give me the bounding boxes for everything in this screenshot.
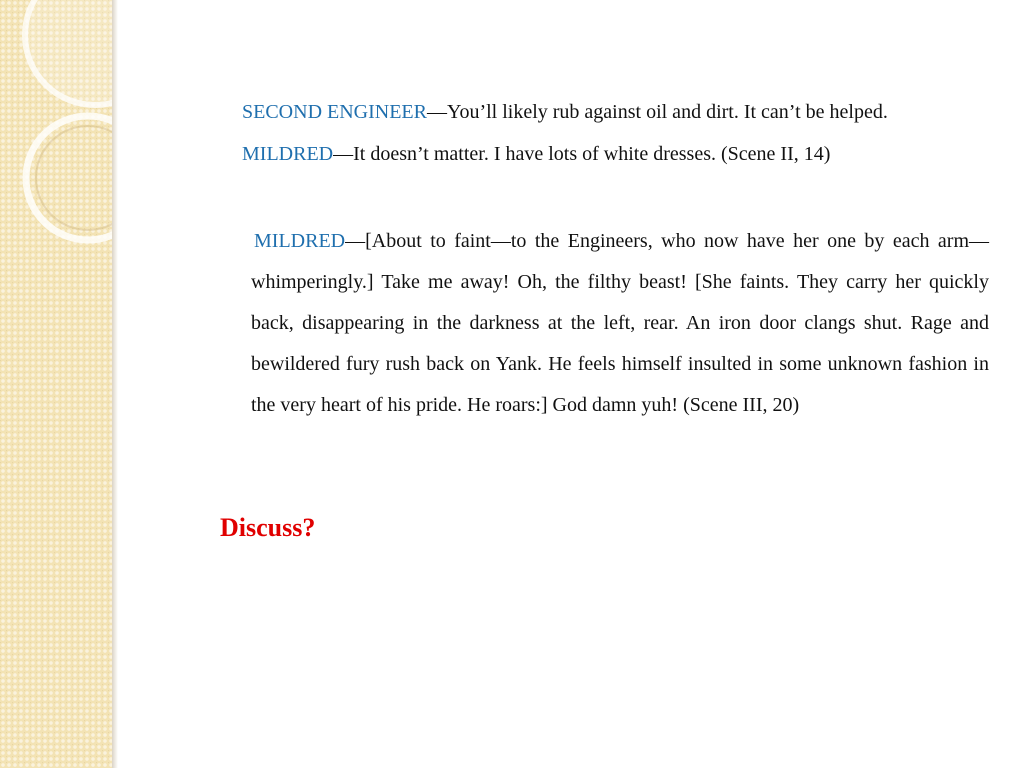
speaker-name: SECOND ENGINEER xyxy=(242,101,427,123)
dialogue-line-2 xyxy=(242,143,830,166)
decorative-circles xyxy=(0,0,112,768)
quoted-passage xyxy=(251,221,989,426)
speaker-name: MILDRED xyxy=(254,230,346,252)
dialogue-line-1 xyxy=(242,101,888,124)
side-band-shadow xyxy=(112,0,118,768)
discuss-prompt: Discuss? xyxy=(220,513,316,542)
passage-text: —[About to faint—to the Engineers, who now have her one by each arm—whimperingly.] Take me away! Oh, the filthy beast! [She faints. They carry her quickly back, disappearing in the darkness at the left, rear. An iron door clangs shut. Rage and bewildered fury rush back on Yank. He feels himself insulted in some unknown fashion in the very heart of his pride. He roars:] God damn yuh! (Scene III, 20) xyxy=(251,230,989,416)
speaker-name: MILDRED xyxy=(242,143,334,165)
dialogue-text: —It doesn’t matter. I have lots of white dresses. (Scene II, 14) xyxy=(333,143,831,165)
decorative-side-band xyxy=(0,0,112,768)
dialogue-text: —You’ll likely rub against oil and dirt. It can’t be helped. xyxy=(427,101,888,123)
